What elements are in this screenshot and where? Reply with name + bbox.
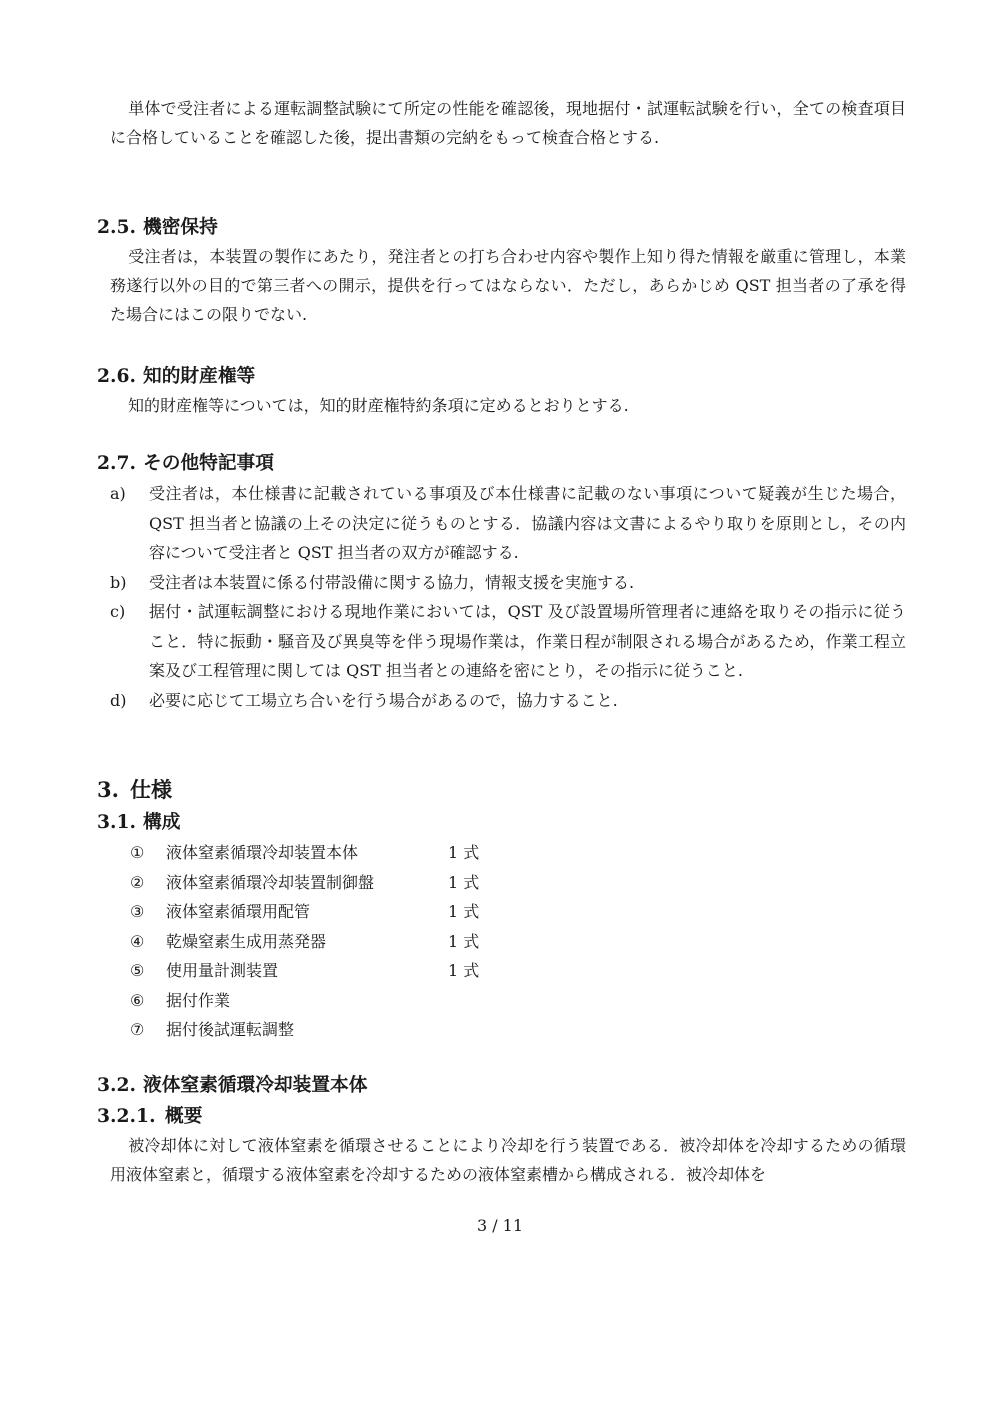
special-notes-list [110, 479, 906, 715]
section-3-heading: 3. 仕様 [97, 777, 172, 802]
list-item: ② 液体窒素循環冷却装置制御盤 1 式 [130, 872, 480, 892]
list-item: ④ 乾燥窒素生成用蒸発器 1 式 [130, 931, 480, 951]
section-2-6-body: 知的財産権等については，知的財産権特約条項に定めるとおりとする. [128, 396, 629, 415]
list-item: ⑦ 据付後試運転調整 [130, 1020, 295, 1039]
section-3-2-heading: 3.2. 液体窒素循環冷却装置本体 [97, 1074, 368, 1096]
composition-list [130, 838, 479, 1045]
section-2-5-heading: 2.5. 機密保持 [97, 216, 218, 238]
list-item: ③ 液体窒素循環用配管 1 式 [130, 902, 480, 921]
list-item: ⑤ 使用量計測装置 1 式 [130, 961, 480, 980]
list-item: ⑥ 据付作業 [130, 990, 231, 1010]
list-item: ① 液体窒素循環冷却装置本体 1 式 [130, 843, 480, 862]
list-item: b) 受注者は本装置に係る付帯設備に関する協力，情報支援を実施する. [110, 572, 635, 592]
section-2-6-heading: 2.6. 知的財産権等 [97, 365, 256, 387]
section-3-1-heading: 3.1. 構成 [97, 811, 181, 833]
page-number: 3 / 11 [476, 1216, 524, 1235]
list-item: a) 受注者は，本仕様書に記載されている事項及び本仕様書に記載のない事項について疑義が生じた場合，QST 担当者と協議の上その決定に従うものとする．協議内容は文書によるやり取りを原則とし，その内容について受注者と QST 担当者の双方が確認する. [110, 484, 906, 562]
list-item: c) 据付・試運転調整における現地作業においては，QST 及び設置場所管理者に連絡を取りその指示に従うこと．特に振動・騒音及び異臭等を伴う現場作業は，作業日程が制限される場合があるため，作業工程立案及び工程管理に関しては QST 担当者との連絡を密にとり，その指示に従うこと. [110, 602, 906, 680]
section-3-2-1-heading: 3.2.1. 概要 [97, 1105, 203, 1127]
section-2-5-body: 受注者は，本装置の製作にあたり，発注者との打ち合わせ内容や製作上知り得た情報を厳重に管理し，本業務遂行以外の目的で第三者への開示，提供を行ってはならない．ただし，あらかじめ QST 担当者の了承を得た場合にはこの限りでない. [110, 247, 906, 324]
list-item: d) 必要に応じて工場立ち合いを行う場合があるので，協力すること. [110, 690, 618, 710]
section-3-2-1-body: 被冷却体に対して液体窒素を循環させることにより冷却を行う装置である．被冷却体を冷却するための循環用液体窒素と，循環する液体窒素を冷却するための液体窒素槽から構成される．被冷却体を [110, 1136, 906, 1184]
intro-paragraph: 単体で受注者による運転調整試験にて所定の性能を確認後，現地据付・試運転試験を行い，全ての検査項目に合格していることを確認した後，提出書類の完納をもって検査合格とする. [110, 99, 906, 147]
section-2-7-heading: 2.7. その他特記事項 [97, 452, 274, 474]
